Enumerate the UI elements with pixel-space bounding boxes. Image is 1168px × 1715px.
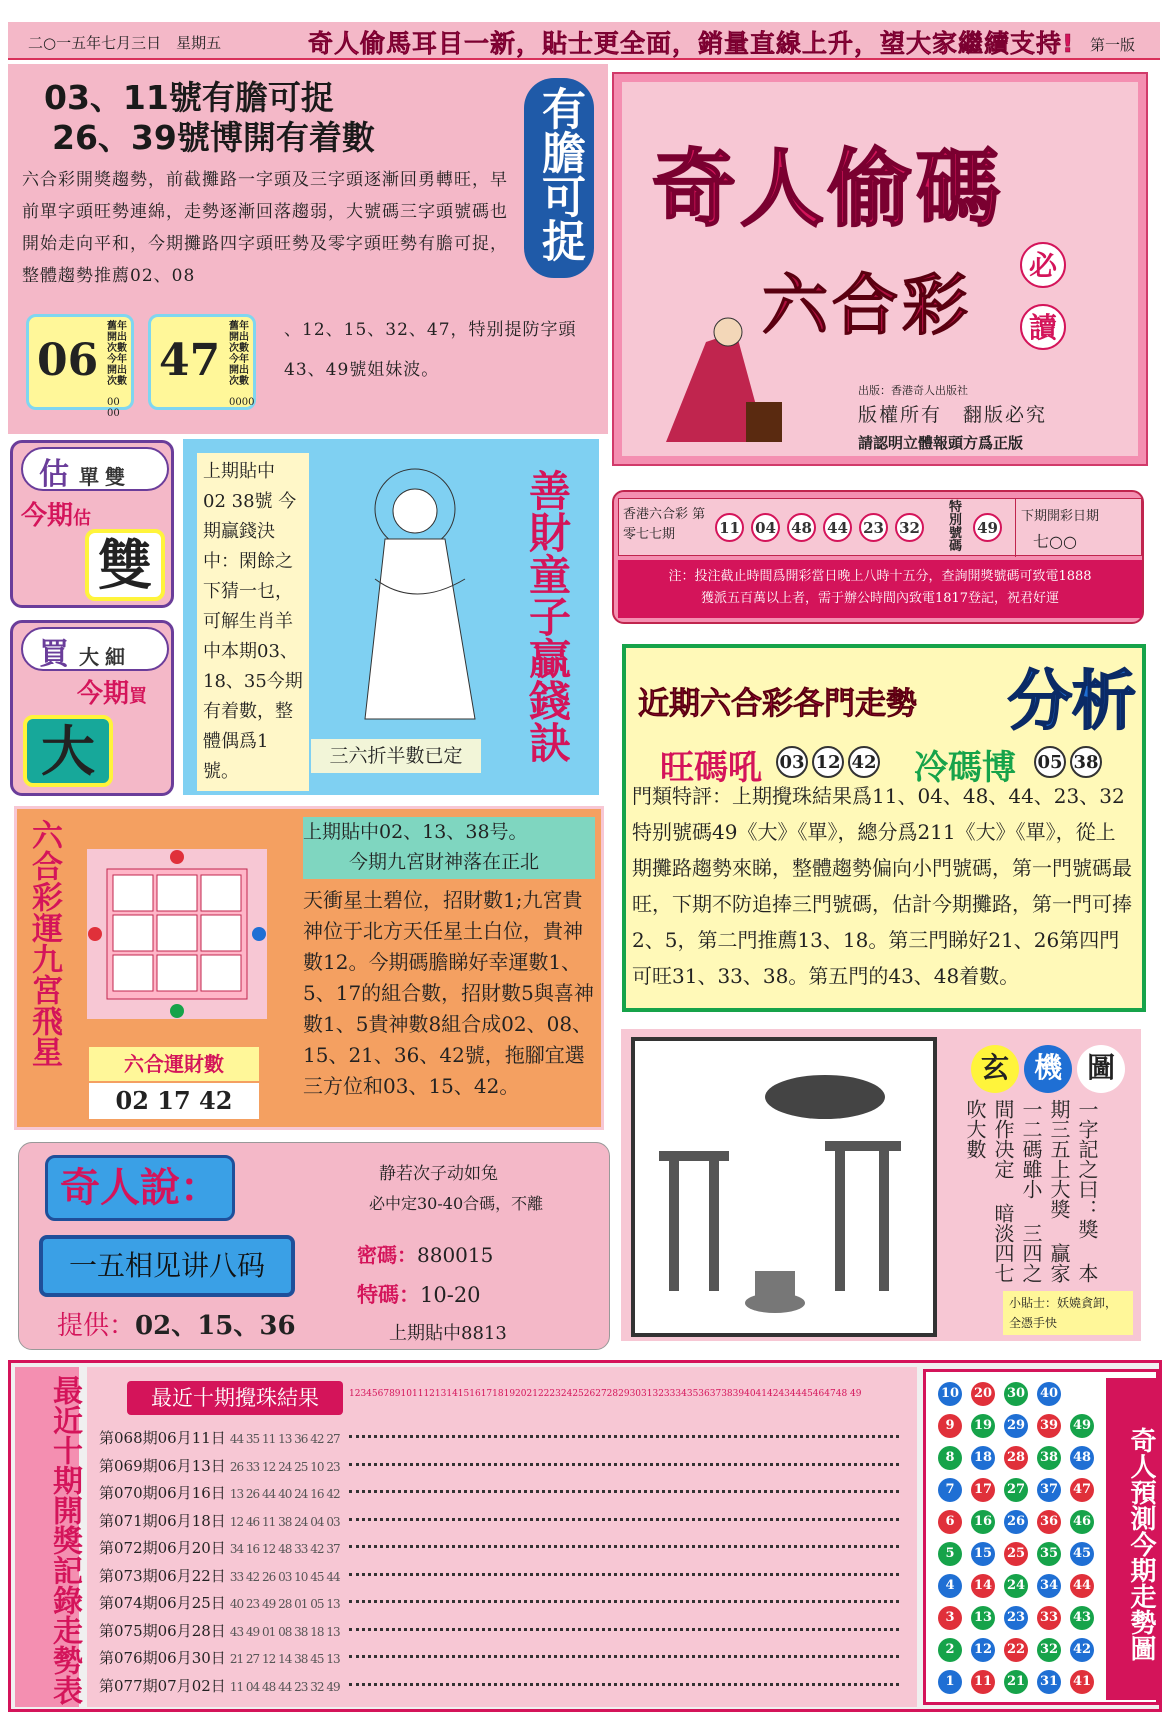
draw-label: 香港六合彩 第零七七期	[623, 507, 706, 542]
masthead-bar	[8, 22, 1160, 60]
trend-dots	[349, 1573, 899, 1577]
trend-dots	[349, 1435, 899, 1439]
qiren-says-phrase: 一五相见讲八码	[39, 1235, 295, 1297]
prediction-ball: 23	[1004, 1606, 1028, 1630]
big-small-label: 今期買	[77, 679, 148, 709]
nine-palace-subhead: 今期九宮財神落在正北	[303, 847, 595, 879]
prediction-ball: 16	[971, 1510, 995, 1534]
record-row	[99, 1508, 340, 1534]
record-row	[99, 1618, 340, 1644]
wealth-numbers: 02 17 42	[89, 1083, 259, 1119]
trend-dots	[349, 1600, 899, 1604]
prediction-ball: 21	[1004, 1670, 1028, 1694]
qiren-says-panel	[18, 1142, 610, 1350]
prediction-ball: 7	[938, 1478, 962, 1502]
count-box-number: 47	[159, 335, 221, 386]
odd-even-value: 雙	[85, 529, 165, 601]
title-panel	[612, 72, 1148, 466]
prediction-ball: 36	[1037, 1510, 1061, 1534]
headline-line-1: 03、11號有膽可捉	[44, 78, 334, 117]
trend-dots	[349, 1545, 899, 1549]
prediction-title: 奇人預測今期走勢圖	[1106, 1378, 1156, 1700]
copyright: 版權所有 翻版必究	[858, 404, 1048, 426]
record-numbers: 34 16 12 48 33 42 37	[229, 1542, 340, 1556]
title-panel-inner	[622, 82, 1138, 456]
count-box-2	[148, 314, 256, 410]
prediction-ball: 48	[1070, 1446, 1094, 1470]
prediction-ball: 22	[1004, 1638, 1028, 1662]
prediction-ball: 46	[1070, 1510, 1094, 1534]
edition-label: 第一版	[1090, 36, 1136, 54]
prediction-ball: 43	[1070, 1606, 1094, 1630]
record-label: 第077期07月02日	[99, 1676, 226, 1695]
secret-code: 密碼：880015	[357, 1243, 494, 1267]
mystic-title: 玄 機 圖	[971, 1045, 1125, 1093]
draw-records-panel	[8, 1360, 1162, 1712]
record-label: 第075期06月28日	[99, 1621, 226, 1640]
issue-date: 二○一五年七月三日 星期五	[28, 34, 222, 52]
must-read-circle: 必	[1020, 242, 1066, 288]
prediction-panel	[923, 1369, 1159, 1705]
prediction-ball: 42	[1070, 1638, 1094, 1662]
prediction-ball: 41	[1070, 1670, 1094, 1694]
records-grid	[87, 1367, 917, 1707]
draw-ball: 11	[715, 513, 744, 542]
count-box-counts: 00 00	[107, 397, 120, 419]
record-row	[99, 1535, 340, 1561]
record-row	[99, 1563, 340, 1589]
prediction-ball: 4	[938, 1574, 962, 1598]
mystic-verse: 一字記之曰：獎 本期三五上大獎 贏家一二碼雖小 三四之間作决定 暗淡四七吹大數	[963, 1099, 1099, 1283]
prediction-ball: 25	[1004, 1542, 1028, 1566]
prediction-ball: 17	[971, 1478, 995, 1502]
trend-dots	[349, 1463, 899, 1467]
record-numbers: 21 27 12 14 38 45 13	[229, 1652, 340, 1666]
special-label: 特別號碼	[949, 500, 963, 554]
riddle-line-2: 必中定30-40合碼，不離	[369, 1194, 544, 1213]
divider	[1015, 499, 1016, 557]
prediction-ball: 24	[1004, 1574, 1028, 1598]
draw-ball: 32	[895, 513, 924, 542]
record-label: 第072期06月20日	[99, 1539, 226, 1557]
prediction-ball: 20	[971, 1382, 995, 1406]
draw-notice: 注：投注截止時間爲開彩當日晚上八時十五分，查詢開獎號碼可致電1888 獲派五百萬以上者，需于辦公時間內致電1817登記，祝君好運	[618, 560, 1142, 618]
mystic-tip: 小貼士：妖嬈貪卸，全憑手快	[1003, 1291, 1133, 1335]
count-box-counts: 0000	[229, 397, 255, 408]
fortune-child-panel	[180, 436, 602, 798]
authenticity-notice: 請認明立體報頭方爲正版	[858, 434, 1024, 452]
prediction-ball: 28	[1004, 1446, 1028, 1470]
count-box-number: 06	[37, 335, 99, 386]
prediction-ball: 10	[938, 1382, 962, 1406]
prediction-ball: 2	[938, 1638, 962, 1662]
mystic-illustration	[631, 1037, 937, 1337]
fortune-child-caption: 三六折半數已定	[311, 739, 481, 773]
prediction-ball: 3	[938, 1606, 962, 1630]
qiren-says-provide: 提供：02、15、36	[57, 1311, 296, 1341]
big-small-value: 大	[23, 715, 113, 787]
headline-body-continued: 、12、15、32、47，特别提防字頭43、49號姐妹波。	[284, 320, 577, 380]
cold-numbers-label: 冷碼博	[914, 748, 1016, 788]
prediction-ball: 49	[1070, 1414, 1094, 1438]
big-small-box	[10, 620, 174, 796]
must-read-circle: 讀	[1020, 304, 1066, 350]
prediction-ball: 19	[971, 1414, 995, 1438]
prediction-ball: 44	[1070, 1574, 1094, 1598]
number-ball: 42	[848, 746, 880, 778]
prediction-ball: 31	[1037, 1670, 1061, 1694]
paper-subtitle: 六合彩	[762, 267, 972, 344]
headline-body: 六合彩開獎趨勢，前截攤路一字頭及三字頭逐漸回勇轉旺，早前單字頭旺勢連綿，走勢逐漸回落趨弱，大號碼三字頭號碼也開始走向平和，今期攤路四字頭旺勢及零字頭旺勢有膽可捉，整體趨勢推薦02、08	[22, 170, 508, 286]
number-ball: 05	[1034, 746, 1066, 778]
hot-numbers-label: 旺碼吼	[660, 748, 762, 788]
record-row	[99, 1425, 340, 1451]
record-label: 第068期06月11日	[99, 1429, 226, 1447]
record-label: 第074期06月25日	[99, 1594, 226, 1612]
prediction-ball: 26	[1004, 1510, 1028, 1534]
nine-palace-chart	[87, 849, 267, 1019]
prediction-ball: 47	[1070, 1478, 1094, 1502]
prediction-ball: 45	[1070, 1542, 1094, 1566]
prediction-ball: 11	[971, 1670, 995, 1694]
prediction-ball: 29	[1004, 1414, 1028, 1438]
record-row	[99, 1480, 340, 1506]
prediction-ball: 1	[938, 1670, 962, 1694]
nine-palace-hit: 上期貼中02、13、38号。	[303, 817, 595, 847]
draw-result-row	[618, 498, 1142, 556]
record-numbers: 12 46 11 38 24 04 03	[229, 1514, 340, 1529]
prediction-ball: 12	[971, 1638, 995, 1662]
scholar-illustration	[636, 302, 786, 442]
masthead-slogan: 奇人偷馬耳目一新，貼士更全面，銷量直線上升，望大家繼續支持!	[308, 29, 1075, 58]
record-row	[99, 1645, 340, 1671]
paper-title: 奇人偷碼	[652, 140, 1005, 238]
analysis-title-big: 分析	[1008, 665, 1136, 739]
draw-ball: 48	[787, 513, 816, 542]
prediction-ball: 13	[971, 1606, 995, 1630]
trend-analysis-panel	[622, 644, 1146, 1012]
trend-dots	[349, 1655, 899, 1659]
nine-palace-panel	[14, 806, 604, 1130]
prediction-ball: 15	[971, 1542, 995, 1566]
analysis-title: 近期六合彩各門走勢	[638, 686, 917, 722]
headline-section	[8, 64, 608, 434]
record-numbers: 11 04 48 44 23 32 49	[229, 1679, 340, 1694]
record-label: 第073期06月22日	[99, 1566, 226, 1585]
record-numbers: 40 23 49 28 01 05 13	[229, 1597, 340, 1611]
number-ball: 03	[776, 746, 808, 778]
next-draw-label: 下期開彩日期	[1021, 509, 1100, 524]
prediction-grid	[930, 1376, 1100, 1702]
prediction-ball: 32	[1037, 1638, 1061, 1662]
number-ball: 38	[1070, 746, 1102, 778]
trend-dots	[349, 1518, 899, 1522]
record-numbers: 26 33 12 24 25 10 23	[229, 1459, 340, 1474]
record-label: 第069期06月13日	[99, 1456, 226, 1475]
prediction-ball: 39	[1037, 1414, 1061, 1438]
prediction-ball: 35	[1037, 1542, 1061, 1566]
draw-result-panel	[612, 490, 1144, 624]
child-illustration	[325, 449, 515, 739]
draw-ball: 44	[823, 513, 852, 542]
prediction-ball: 9	[938, 1414, 962, 1438]
prediction-ball: 40	[1037, 1382, 1061, 1406]
draw-ball: 23	[859, 513, 888, 542]
record-row	[99, 1673, 340, 1699]
next-draw-date: 七○○	[1033, 532, 1077, 551]
headline-line-2: 26、39號博開有着數	[52, 118, 375, 157]
count-box-caption: 舊年開出次數 今年開出次數	[107, 321, 127, 387]
prediction-ball: 37	[1037, 1478, 1061, 1502]
prediction-ball: 30	[1004, 1382, 1028, 1406]
wealth-numbers-label: 六合運財數	[89, 1047, 259, 1081]
record-row	[99, 1590, 340, 1616]
special-code: 特碼：10-20	[357, 1282, 481, 1307]
prediction-ball: 5	[938, 1542, 962, 1566]
trend-dots	[349, 1683, 899, 1687]
record-numbers: 43 49 01 08 38 18 13	[229, 1624, 340, 1639]
odd-even-header: 估單雙	[21, 447, 169, 491]
prediction-ball: 27	[1004, 1478, 1028, 1502]
fortune-child-title: 善財童子贏錢訣	[523, 469, 572, 763]
record-label: 第076期06月30日	[99, 1649, 226, 1667]
publisher: 出版：香港奇人出版社	[858, 384, 968, 397]
vertical-banner: 有膽可捉	[524, 78, 594, 278]
record-label: 第070期06月16日	[99, 1484, 226, 1502]
records-title: 最近十期開獎記錄走勢表	[15, 1367, 79, 1707]
number-ball: 12	[812, 746, 844, 778]
odd-even-box	[10, 440, 174, 608]
prediction-ball: 14	[971, 1574, 995, 1598]
trend-dots	[349, 1628, 899, 1632]
record-label: 第071期06月18日	[99, 1511, 226, 1530]
fortune-child-text: 上期貼中 02 38號 今期贏錢決中：閑餘之下猜一乜，可解生肖羊中本期03、18、35今期有着數，整體偶爲1號。	[197, 453, 309, 791]
draw-ball: 04	[751, 513, 780, 542]
prediction-ball: 18	[971, 1446, 995, 1470]
record-numbers: 13 26 44 40 24 16 42	[229, 1487, 340, 1501]
prediction-ball: 8	[938, 1446, 962, 1470]
count-box-1	[26, 314, 134, 419]
trend-dots	[349, 1490, 899, 1494]
special-ball: 49	[973, 513, 1002, 542]
mystic-picture-panel	[618, 1026, 1144, 1344]
record-numbers: 44 35 11 13 36 42 27	[229, 1432, 340, 1446]
prediction-ball: 38	[1037, 1446, 1061, 1470]
nine-palace-body: 天衝星土碧位，招財數1;九宮貴神位于北方天任星土白位，貴神數12。今期碼膽睇好幸運數1、5、17的組合數，招財數5與喜神數1、5貴神數8組合成02、08、15、21、36、42號，拖腳宜選三方位和03、15、42。	[303, 888, 594, 1098]
count-box-caption: 舊年開出次數 今年開出次數	[229, 321, 249, 387]
records-header: 最近十期攪珠結果	[127, 1381, 343, 1415]
last-hit: 上期貼中8813	[389, 1323, 507, 1344]
analysis-body: 門類特評：上期攪珠結果爲11、04、48、44、23、32特别號碼49《大》《單》，總分爲211《大》《單》，從上期攤路趨勢來睇，整體趨勢偏向小門號碼，第一門號碼最旺，下期不防追捧三門號碼，估計今期攤路，第一門可捧2、5，第二門推薦13、18。第三門睇好21、26第四門可旺31、33、38。第五門的43、48着數。	[632, 784, 1132, 988]
record-row	[99, 1453, 340, 1479]
qiren-says-title: 奇人說：	[45, 1155, 235, 1221]
nine-palace-title: 六合彩運九宮飛星	[26, 819, 62, 1067]
prediction-ball: 6	[938, 1510, 962, 1534]
prediction-ball: 33	[1037, 1606, 1061, 1630]
prediction-ball: 34	[1037, 1574, 1061, 1598]
big-small-header: 買大細	[21, 627, 169, 671]
record-numbers: 33 42 26 03 10 45 44	[229, 1569, 340, 1584]
riddle-line-1: 静若次子动如兔	[379, 1164, 498, 1184]
records-number-scale: 123456789101112131415161718192021222324252627282930313233343536373839404142434445464748 49	[349, 1389, 862, 1399]
odd-even-label: 今期估	[21, 501, 92, 531]
